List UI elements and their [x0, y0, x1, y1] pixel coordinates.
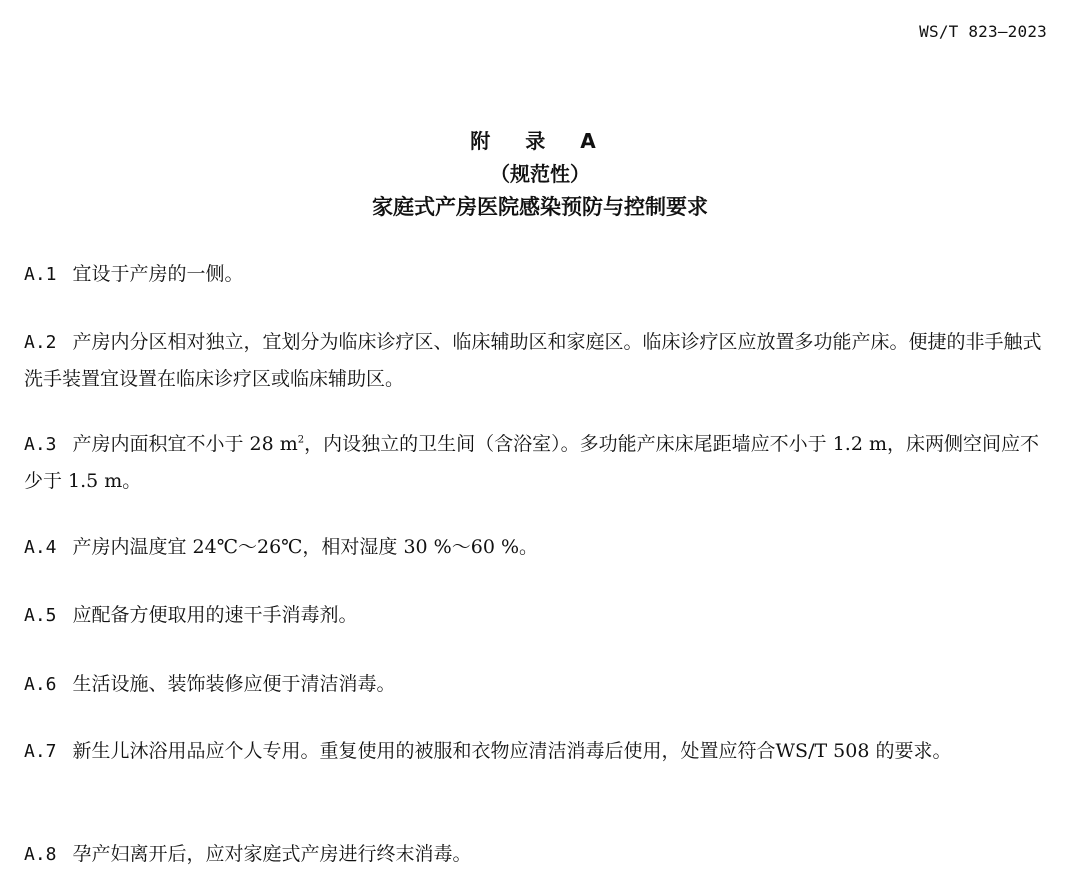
clause-number: A.5: [24, 605, 57, 626]
appendix-nature: （规范性）: [490, 162, 590, 186]
clause-a2: [24, 324, 1050, 397]
clause-a8: [24, 836, 1050, 873]
clause-number: A.2: [24, 332, 57, 353]
document-code: WS/T 823—2023: [919, 22, 1047, 41]
clause-text: 产房内温度宜 24℃～26℃，相对湿度 30 %～60 %。: [72, 536, 538, 558]
clause-a6: [24, 666, 1050, 703]
clause-number: A.4: [24, 537, 57, 558]
clause-a4: [24, 529, 1050, 566]
clause-number: A.6: [24, 674, 57, 695]
superscript: 2: [297, 434, 305, 446]
appendix-label: 附 录 A: [470, 129, 610, 153]
clause-text: 孕产妇离开后，应对家庭式产房进行终末消毒。: [72, 843, 472, 865]
clause-text: 生活设施、装饰装修应便于清洁消毒。: [72, 673, 396, 695]
clause-text: 产房内面积宜不小于 28 m: [72, 433, 298, 455]
clause-number: A.7: [24, 741, 57, 762]
clause-a1: [24, 256, 1050, 293]
clause-a5: [24, 597, 1050, 634]
clause-a7: [24, 733, 1050, 770]
clause-text-continued: ，内设独立的卫生间（含浴室）。多功能产床床尾距墙应不小于 1.2 m，床两侧空间应不少于 1.5 m。: [24, 433, 1039, 492]
clause-text: 产房内分区相对独立，宜划分为临床诊疗区、临床辅助区和家庭区。临床诊疗区应放置多功能产床。便捷的非手触式洗手装置宜设置在临床诊疗区或临床辅助区。: [24, 331, 1042, 390]
clause-a3: [24, 426, 1050, 499]
clause-text: 宜设于产房的一侧。: [72, 263, 244, 285]
clause-text: 新生儿沐浴用品应个人专用。重复使用的被服和衣物应清洁消毒后使用，处置应符合WS/T 508 的要求。: [72, 740, 952, 762]
appendix-title: 家庭式产房医院感染预防与控制要求: [372, 195, 708, 219]
clause-number: A.3: [24, 434, 57, 455]
clause-number: A.1: [24, 264, 57, 285]
clause-text: 应配备方便取用的速干手消毒剂。: [72, 604, 358, 626]
clause-number: A.8: [24, 844, 57, 865]
